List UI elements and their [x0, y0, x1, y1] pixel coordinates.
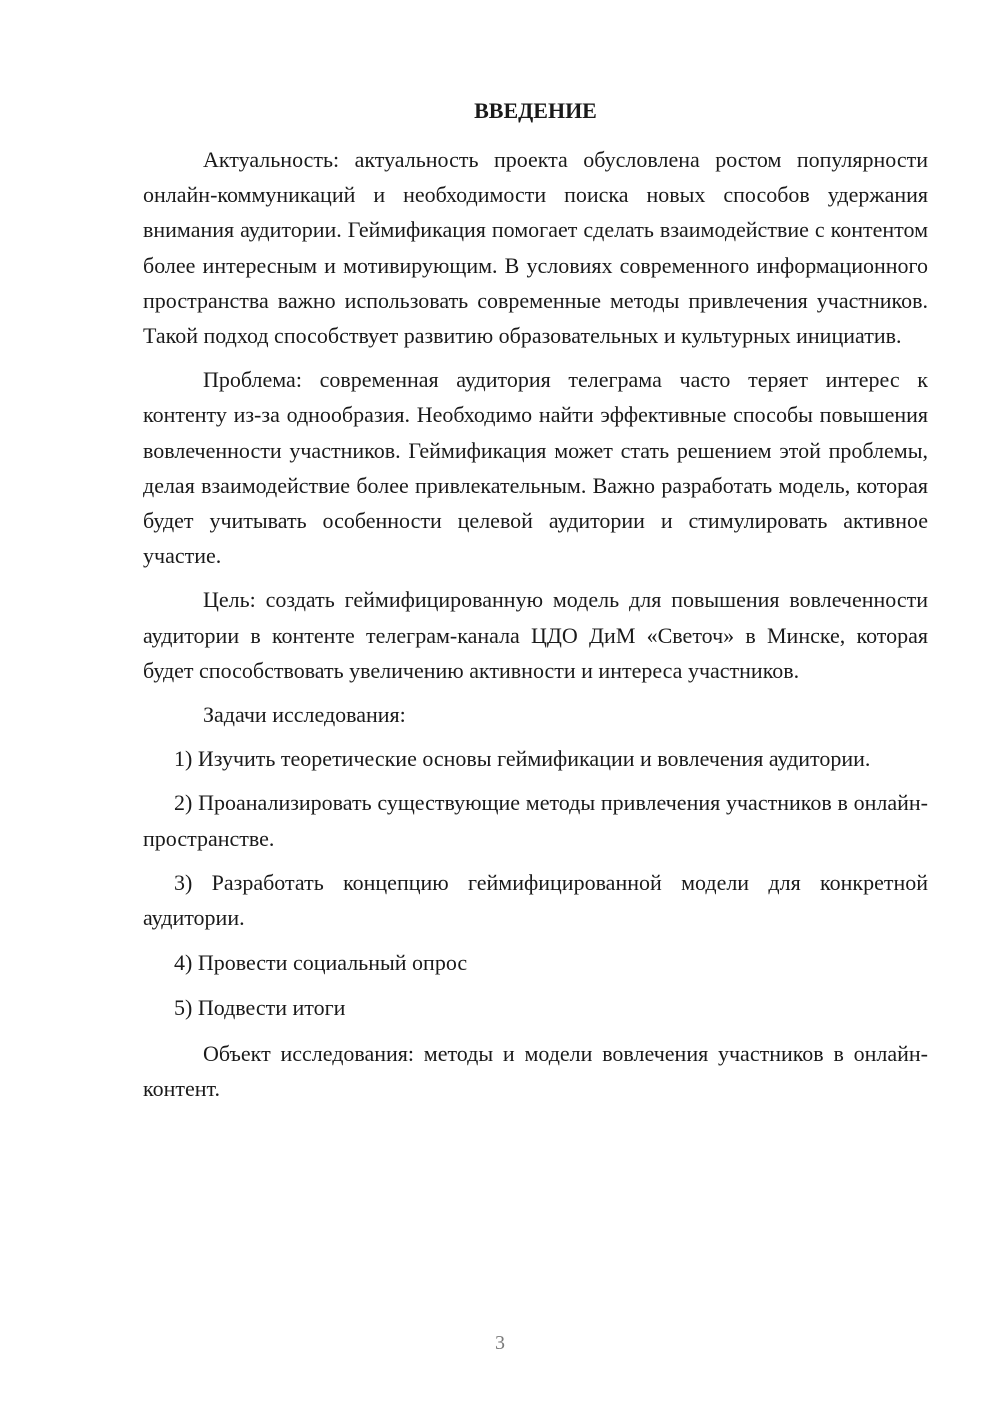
page-number: 3: [495, 1332, 505, 1354]
task-item-4: 4) Провести социальный опрос: [174, 950, 468, 976]
task-item-5: 5) Подвести итоги: [174, 995, 346, 1021]
document-body: [143, 142, 928, 1106]
paragraph-goal: Цель: создать геймифицированную модель для повышения вовлеченности аудитории в контенте телеграм-канала ЦДО ДиМ «Светоч» в Минске, которая будет способствовать увеличению активности и интереса участников.: [143, 587, 928, 683]
paragraph-object: Объект исследования: методы и модели вовлечения участников в онлайн-контент.: [143, 1040, 928, 1101]
page-title: ВВЕДЕНИЕ: [474, 98, 597, 123]
paragraph-relevance: Актуальность: актуальность проекта обусловлена ростом популярности онлайн-коммуникаций и необходимости поиска новых способов удержания внимания аудитории. Геймификация помогает сделать взаимодействие с контентом более интересным и мотивирующим. В условиях современного информационного пространства важно использовать современные методы привлечения участников. Такой подход способствует развитию образовательных и культурных инициатив.: [143, 147, 928, 349]
task-item-3: 3) Разработать концепцию геймифицированной модели для конкретной аудитории.: [143, 869, 928, 931]
paragraph-problem: Проблема: современная аудитория телеграма часто теряет интерес к контенту из-за однообразия. Необходимо найти эффективные способы повышения вовлеченности участников. Геймификация может стать решением этой проблемы, делая взаимодействие более привлекательным. Важно разработать модель, которая будет учитывать особенности целевой аудитории и стимулировать активное участие.: [143, 367, 928, 569]
task-item-1: 1) Изучить теоретические основы геймификации и вовлечения аудитории.: [174, 746, 871, 772]
task-item-2: 2) Проанализировать существующие методы привлечения участников в онлайн-пространстве.: [143, 790, 928, 851]
tasks-heading: Задачи исследования:: [203, 702, 406, 728]
